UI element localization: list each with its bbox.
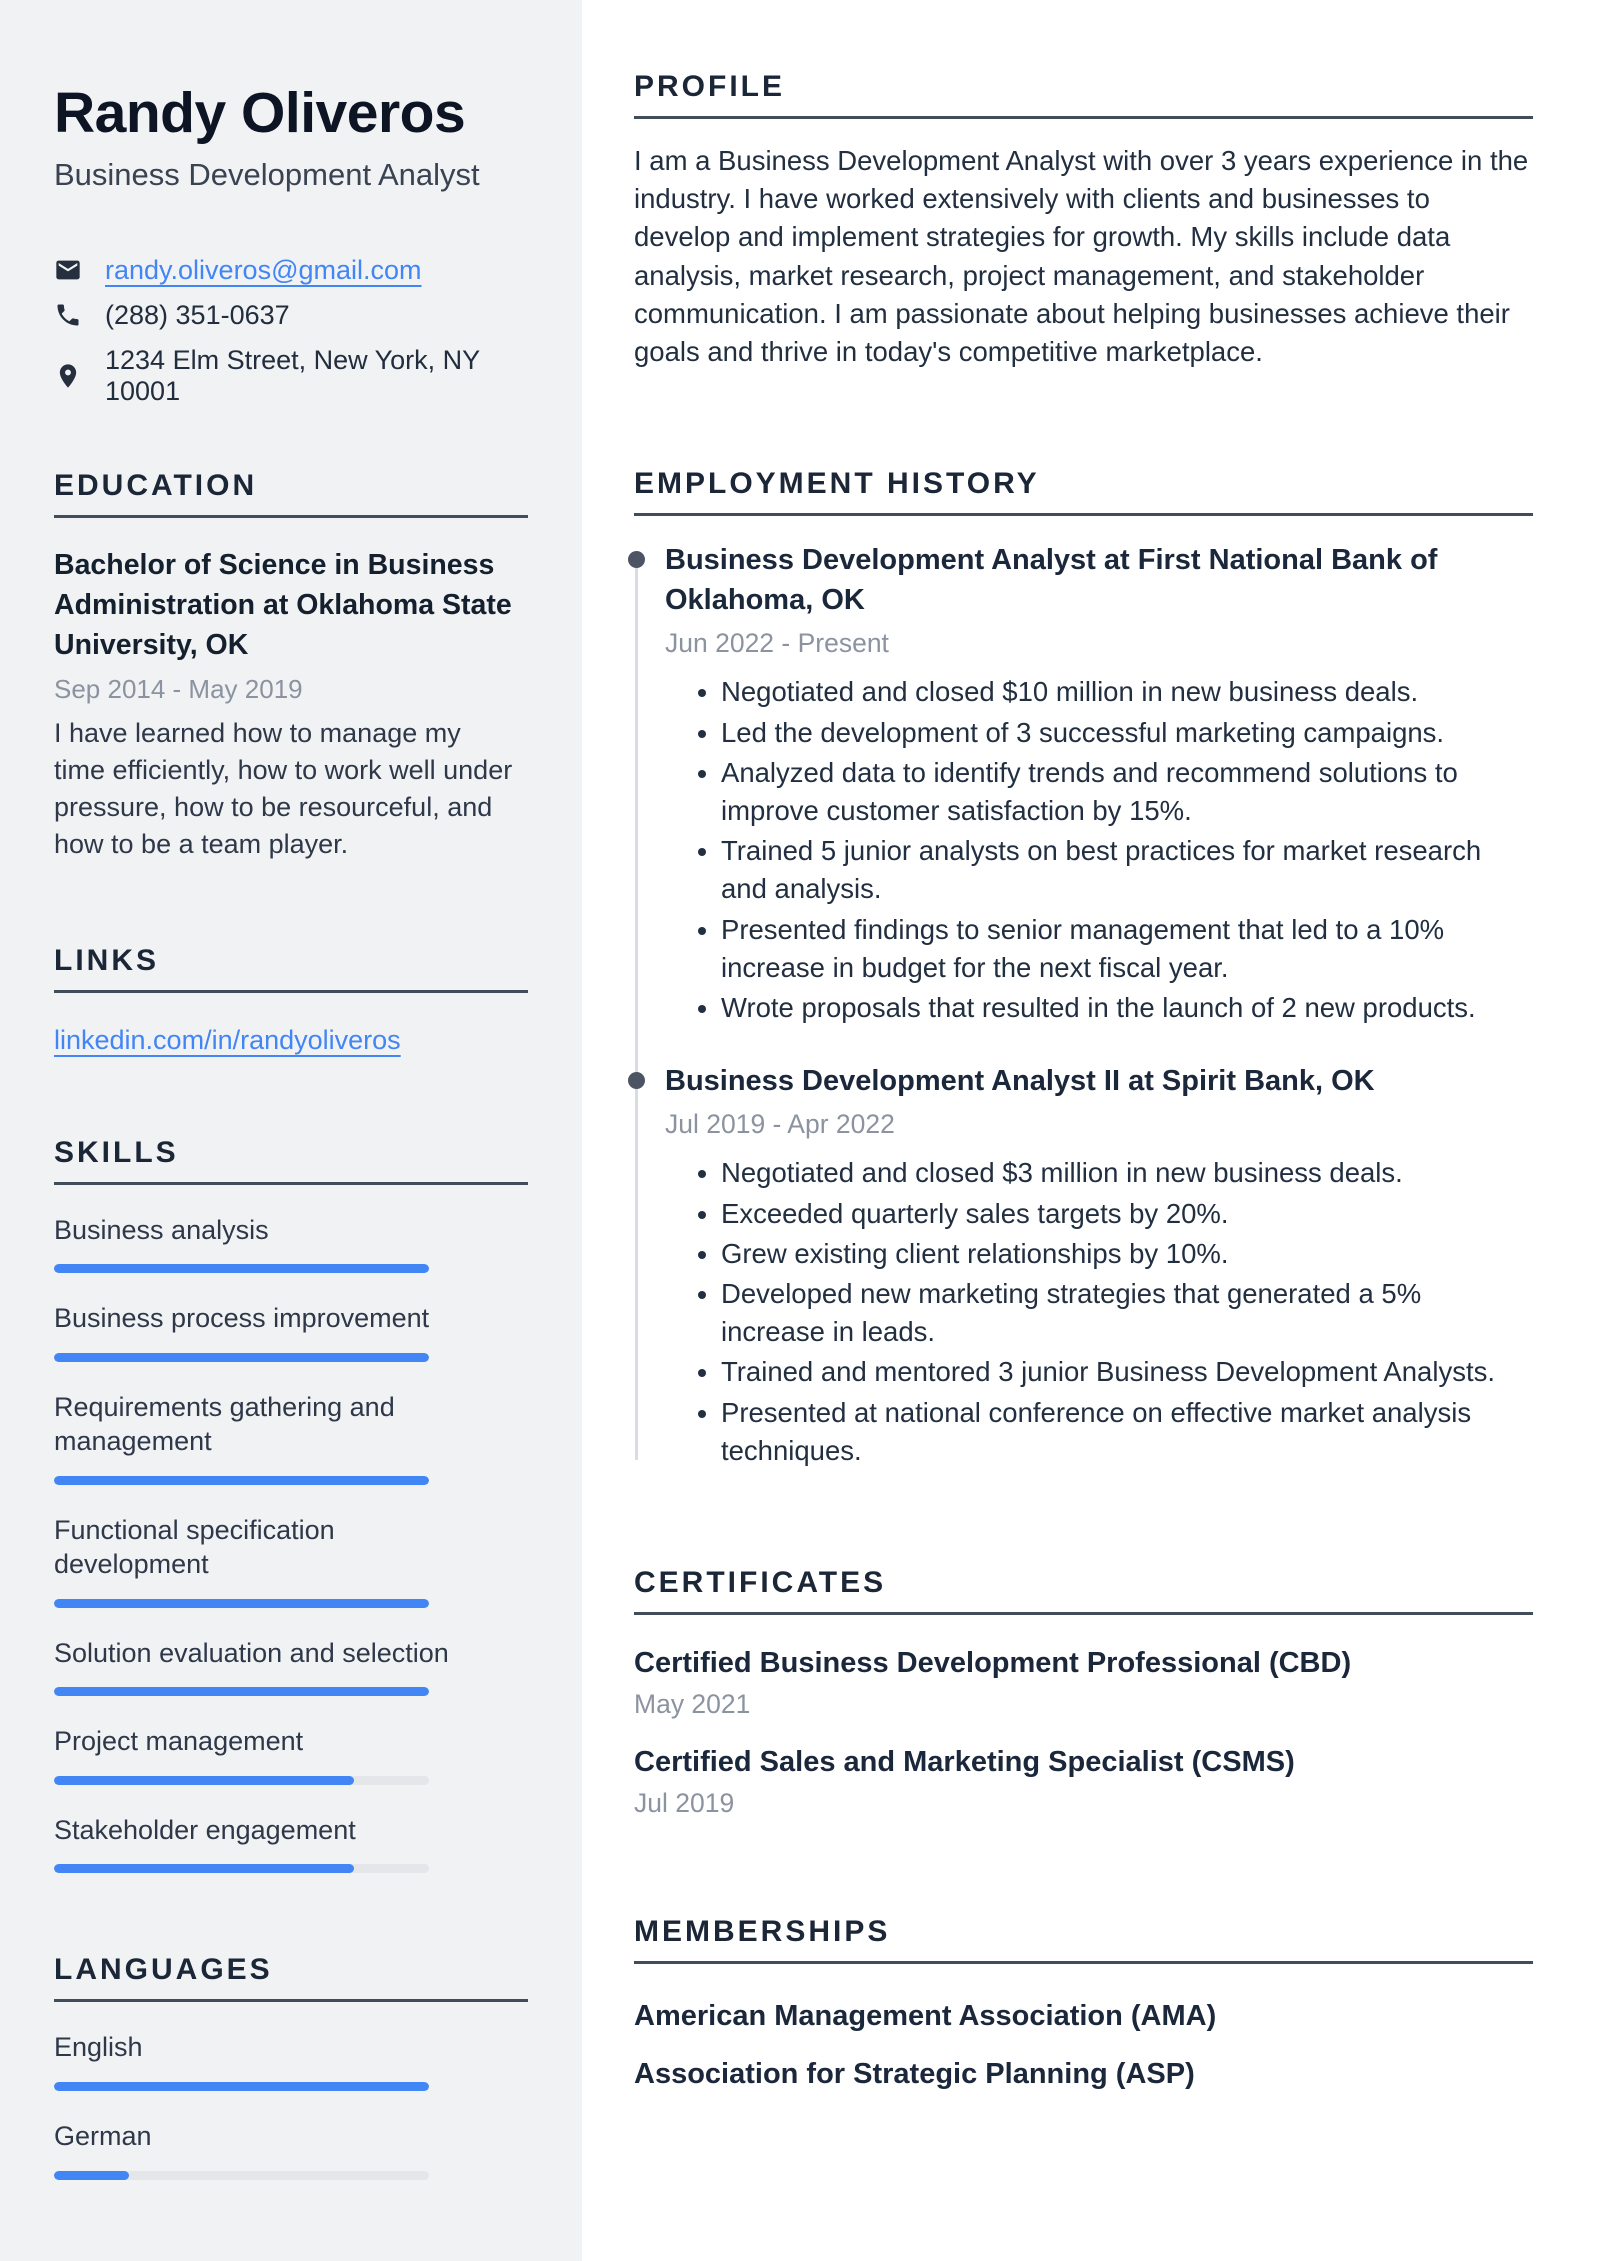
main-column [582, 0, 1600, 2261]
skill-item [54, 1213, 528, 1274]
skill-bar [54, 1864, 429, 1873]
skill-label: Project management [54, 1726, 304, 1757]
skill-item [54, 1724, 528, 1785]
membership-item: American Management Association (AMA) [634, 2000, 1217, 2033]
skill-label: Stakeholder engagement [54, 1814, 356, 1845]
timeline-dot [628, 551, 645, 568]
address-text: 1234 Elm Street, New York, NY 10001 [105, 344, 480, 406]
job-bullet-list [665, 1154, 1533, 1470]
job-bullet: • Grew existing client relationships by 10%. [721, 1235, 1531, 1273]
certificate-item [634, 1742, 1533, 1819]
skill-item [54, 1390, 528, 1485]
sidebar [0, 0, 582, 2261]
job-bullet: • Presented at national conference on effective market analysis techniques. [721, 1394, 1531, 1470]
education-description: I have learned how to manage my time efficiently, how to work well under pressure, how to be resourceful, and how to be a team player. [54, 717, 513, 860]
skill-item [54, 1636, 528, 1697]
candidate-name: Randy Oliveros [54, 81, 466, 145]
skills-heading: SKILLS [54, 1136, 528, 1185]
certificate-title: Certified Business Development Professional (CBD) [634, 1647, 1352, 1680]
language-bar-fill [54, 2082, 429, 2091]
language-item [54, 2030, 528, 2091]
profile-heading: PROFILE [634, 70, 1533, 119]
skill-label: Solution evaluation and selection [54, 1637, 449, 1668]
memberships-heading: MEMBERSHIPS [634, 1915, 1533, 1964]
skill-bar-fill [54, 1264, 429, 1273]
job-bullet-list [665, 673, 1533, 1027]
skills-section [54, 1136, 528, 1874]
certificate-item [634, 1643, 1533, 1720]
job-bullet: • Developed new marketing strategies that generated a 5% increase in leads. [721, 1275, 1531, 1351]
job-bullet: • Analyzed data to identify trends and recommend solutions to improve customer satisfaction by 15%. [721, 754, 1531, 830]
certificate-date: Jul 2019 [634, 1788, 735, 1819]
job-bullet: • Trained and mentored 3 junior Business Development Analysts. [721, 1353, 1531, 1391]
contact-row-email [54, 255, 528, 286]
skill-bar-fill [54, 1476, 429, 1485]
employment-timeline [634, 540, 1533, 1470]
timeline-dot [628, 1072, 645, 1089]
skill-bar-fill [54, 1353, 429, 1362]
links-section [54, 944, 528, 1056]
skill-bar [54, 1353, 429, 1362]
job-bullet: • Exceeded quarterly sales targets by 20%. [721, 1195, 1531, 1233]
language-bar [54, 2082, 429, 2091]
skill-bar [54, 1776, 429, 1785]
skill-bar [54, 1687, 429, 1696]
skill-bar [54, 1599, 429, 1608]
certificate-title: Certified Sales and Marketing Specialist (CSMS) [634, 1746, 1295, 1779]
job-title: Business Development Analyst II at Spirit Bank, OK [665, 1065, 1375, 1098]
job-bullet: • Trained 5 junior analysts on best practices for market research and analysis. [721, 832, 1531, 908]
education-heading: EDUCATION [54, 469, 528, 518]
memberships-section [634, 1915, 1533, 2094]
language-bar [54, 2171, 429, 2180]
linkedin-link[interactable]: linkedin.com/in/randyoliveros [54, 1024, 401, 1055]
education-dates: Sep 2014 - May 2019 [54, 673, 303, 704]
job-bullet: • Presented findings to senior management that led to a 10% increase in budget for the next fiscal year. [721, 911, 1531, 987]
job-bullet: • Led the development of 3 successful marketing campaigns. [721, 714, 1531, 752]
contact-row-address [54, 345, 528, 407]
membership-item: Association for Strategic Planning (ASP) [634, 2058, 1195, 2091]
language-item [54, 2119, 528, 2180]
job-dates: Jul 2019 - Apr 2022 [665, 1109, 895, 1140]
skill-label: Requirements gathering and management [54, 1391, 395, 1457]
certificates-heading: CERTIFICATES [634, 1566, 1533, 1615]
certificate-date: May 2021 [634, 1689, 751, 1720]
phone-icon [54, 301, 82, 329]
candidate-job-title: Business Development Analyst [54, 156, 480, 192]
language-label: English [54, 2032, 143, 2063]
language-bar-fill [54, 2171, 129, 2180]
skill-item [54, 1513, 528, 1608]
certificates-section [634, 1566, 1533, 1819]
contact-block [54, 255, 528, 407]
skill-bar [54, 1264, 429, 1273]
degree-title: Bachelor of Science in Business Administration at Oklahoma State University, OK [54, 548, 512, 661]
profile-text: I am a Business Development Analyst with over 3 years experience in the industry. I have worked extensively with clients and businesses to develop and implement strategies for growth. My skills include data analysis, market research, project management, and stakeholder communication. I am passionate about helping businesses achieve their goals and thrive in today's competitive marketplace. [634, 145, 1529, 368]
skill-label: Business process improvement [54, 1303, 430, 1334]
job-bullet: • Negotiated and closed $3 million in new business deals. [721, 1154, 1531, 1192]
skill-item [54, 1813, 528, 1874]
phone-number: (288) 351-0637 [105, 299, 290, 330]
skill-bar-fill [54, 1776, 354, 1785]
links-heading: LINKS [54, 944, 528, 993]
location-icon [54, 362, 82, 390]
job-entry [634, 540, 1533, 1027]
languages-section [54, 1953, 528, 2179]
email-icon [54, 256, 82, 284]
skill-bar [54, 1476, 429, 1485]
employment-section [634, 467, 1533, 1470]
job-bullet: • Negotiated and closed $10 million in new business deals. [721, 673, 1531, 711]
job-dates: Jun 2022 - Present [665, 628, 889, 659]
languages-heading: LANGUAGES [54, 1953, 528, 2002]
skill-bar-fill [54, 1687, 429, 1696]
contact-row-phone [54, 300, 528, 331]
job-title: Business Development Analyst at First National Bank of Oklahoma, OK [665, 544, 1438, 617]
skill-bar-fill [54, 1864, 354, 1873]
job-bullet: • Wrote proposals that resulted in the launch of 2 new products. [721, 989, 1531, 1027]
skill-label: Functional specification development [54, 1514, 335, 1580]
skill-label: Business analysis [54, 1214, 269, 1245]
language-label: German [54, 2120, 152, 2151]
skill-bar-fill [54, 1599, 429, 1608]
job-entry [634, 1061, 1533, 1470]
skill-item [54, 1301, 528, 1362]
education-section [54, 469, 528, 864]
email-link[interactable]: randy.oliveros@gmail.com [105, 254, 422, 285]
employment-heading: EMPLOYMENT HISTORY [634, 467, 1533, 516]
profile-section [634, 70, 1533, 371]
